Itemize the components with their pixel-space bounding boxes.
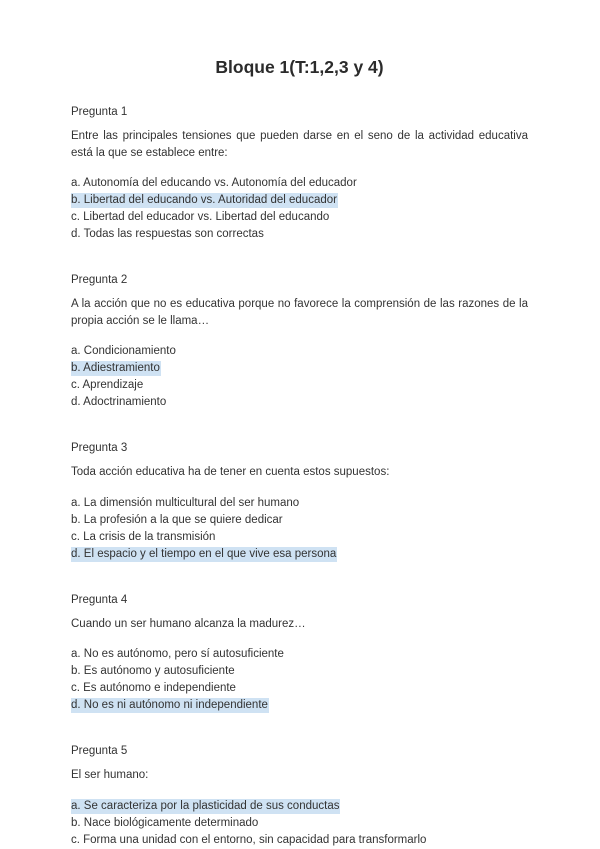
options-list (71, 343, 528, 411)
option-text: a. Autonomía del educando vs. Autonomía del educador (71, 177, 357, 189)
option-text: b. Libertad del educando vs. Autoridad del educador (71, 194, 337, 206)
question-label: Pregunta 5 (71, 745, 128, 757)
option-row (71, 512, 528, 529)
options-list (71, 495, 528, 563)
option-row-highlighted (71, 697, 528, 714)
question-label: Pregunta 4 (71, 593, 128, 606)
question-label: Pregunta 3 (71, 442, 128, 454)
question-prompt: Cuando un ser humano alcanza la madurez… (71, 617, 306, 630)
option-row (71, 343, 528, 360)
question-block (71, 273, 528, 411)
option-text: c. Forma una unidad con el entorno, sin capacidad para transformarlo (71, 833, 427, 846)
option-row (71, 832, 528, 849)
option-row (71, 663, 528, 680)
option-text: d. Todas las respuestas son correctas (71, 228, 264, 240)
question-prompt: Toda acción educativa ha de tener en cuenta estos supuestos: (71, 466, 390, 478)
questions-container (71, 105, 528, 849)
option-row (71, 495, 528, 512)
option-row (71, 815, 528, 832)
options-list (71, 646, 528, 714)
question-label: Pregunta 2 (71, 274, 128, 286)
question-label: Pregunta 1 (71, 106, 128, 118)
option-text: b. Es autónomo y autosuficiente (71, 665, 235, 677)
option-text: a. No es autónomo, pero sí autosuficiente (71, 648, 284, 660)
question-block (71, 744, 528, 849)
question-prompt: A la acción que no es educativa porque no favorece la comprensión de las razones de la propia acción se le llama… (71, 298, 528, 327)
option-text: c. Aprendizaje (71, 379, 144, 391)
option-row-highlighted (71, 798, 528, 815)
options-list (71, 798, 528, 849)
document-title: Bloque 1(T:1,2,3 y 4) (215, 57, 384, 77)
option-text: a. Se caracteriza por la plasticidad de sus conductas (71, 799, 340, 812)
option-text: d. Adoctrinamiento (71, 396, 167, 408)
question-block (71, 441, 528, 563)
option-row (71, 394, 528, 411)
option-text: d. El espacio y el tiempo en el que vive esa persona (71, 547, 337, 560)
question-prompt: Entre las principales tensiones que pueden darse en el seno de la actividad educativa está la que se establece entre: (71, 130, 528, 159)
question-prompt: El ser humano: (71, 769, 149, 781)
option-text: a. La dimensión multicultural del ser humano (71, 496, 300, 509)
option-text: b. Adiestramiento (71, 362, 160, 374)
option-text: b. La profesión a la que se quiere dedicar (71, 513, 283, 526)
question-block (71, 593, 528, 715)
option-row (71, 529, 528, 546)
option-row-highlighted (71, 546, 528, 563)
option-text: d. No es ni autónomo ni independiente (71, 699, 268, 711)
option-row (71, 175, 528, 192)
option-row (71, 680, 528, 697)
option-row-highlighted (71, 360, 528, 377)
option-row (71, 209, 528, 226)
option-text: b. Nace biológicamente determinado (71, 816, 259, 829)
option-row (71, 646, 528, 663)
option-text: a. Condicionamiento (71, 345, 176, 357)
option-text: c. La crisis de la transmisión (71, 530, 216, 543)
option-text: c. Es autónomo e independiente (71, 682, 236, 694)
option-row (71, 377, 528, 394)
options-list (71, 175, 528, 243)
option-row-highlighted (71, 192, 528, 209)
question-block (71, 105, 528, 243)
option-row (71, 226, 528, 243)
option-text: c. Libertad del educador vs. Libertad del educando (71, 211, 330, 223)
